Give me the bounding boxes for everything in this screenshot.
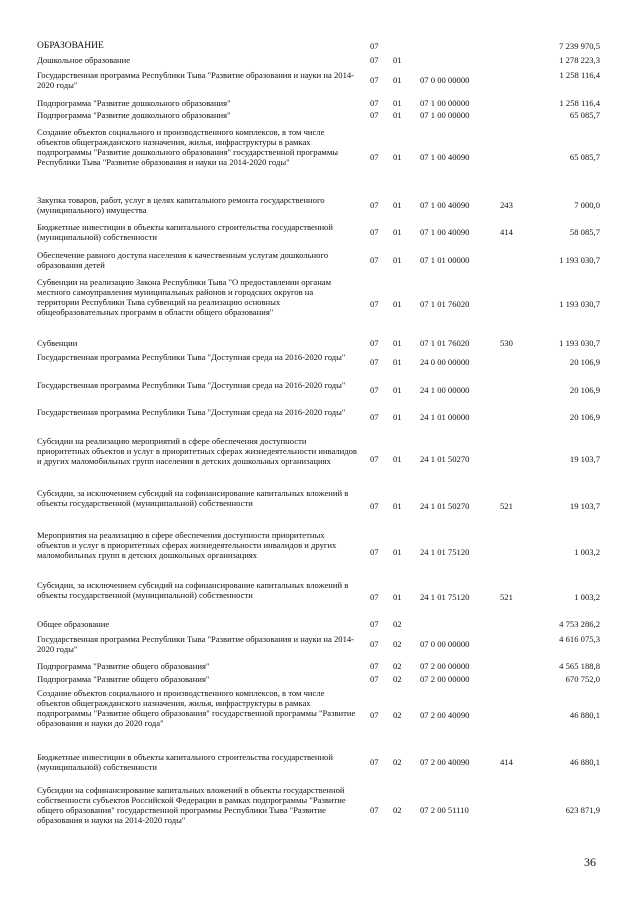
row-sum: 7 000,0 bbox=[574, 200, 600, 210]
row-rz: 07 bbox=[370, 110, 379, 120]
row-vr: 414 bbox=[500, 227, 513, 237]
row-sum: 1 258 116,4 bbox=[559, 70, 600, 80]
row-sum: 19 103,7 bbox=[569, 454, 600, 464]
row-cs: 07 2 00 00000 bbox=[420, 674, 470, 684]
row-pr: 01 bbox=[393, 299, 402, 309]
row-rz: 07 bbox=[370, 41, 379, 51]
row-name: Бюджетные инвестиции в объекты капитального строительства государственной (муниципальной) собственности bbox=[37, 222, 333, 242]
row-cs: 07 1 00 40090 bbox=[420, 227, 470, 237]
row-sum: 1 003,2 bbox=[574, 547, 600, 557]
row-cs: 07 1 00 40090 bbox=[420, 200, 470, 210]
row-name: Закупка товаров, работ, услуг в целях капитального ремонта государственного (муниципального) имущества bbox=[37, 195, 325, 215]
row-name: Общее образование bbox=[37, 619, 110, 629]
row-pr: 01 bbox=[393, 255, 402, 265]
row-vr: 243 bbox=[500, 200, 513, 210]
row-sum: 623 871,9 bbox=[565, 805, 600, 815]
row-rz: 07 bbox=[370, 299, 379, 309]
row-sum: 1 278 223,3 bbox=[559, 55, 600, 65]
row-pr: 01 bbox=[393, 547, 402, 557]
row-pr: 01 bbox=[393, 110, 402, 120]
row-name: Субсидии на софинансирование капитальных вложений в объекты государственной собственности субъектов Российской Федерации в рамках подпрограммы "Развитие общего образования" государственной программы Республики Тыва "Развитие образования и науки на 2014-2020 годы" bbox=[37, 785, 346, 825]
row-name: Бюджетные инвестиции в объекты капитального строительства государственной (муниципальной) собственности bbox=[37, 752, 333, 772]
row-cs: 07 0 00 00000 bbox=[420, 639, 470, 649]
row-sum: 65 085,7 bbox=[569, 110, 600, 120]
row-pr: 02 bbox=[393, 619, 402, 629]
row-cs: 07 1 00 00000 bbox=[420, 98, 470, 108]
row-rz: 07 bbox=[370, 619, 379, 629]
row-vr: 414 bbox=[500, 757, 513, 767]
row-pr: 01 bbox=[393, 412, 402, 422]
row-name: Государственная программа Республики Тыва "Доступная среда на 2016-2020 годы" bbox=[37, 407, 346, 417]
row-cs: 24 1 01 50270 bbox=[420, 454, 470, 464]
row-cs: 24 1 01 75120 bbox=[420, 592, 470, 602]
row-sum: 4 616 075,3 bbox=[559, 634, 600, 644]
row-name: Субсидии, за исключением субсидий на софинансирование капитальных вложений в объекты государственной (муниципальной) собственности bbox=[37, 488, 349, 508]
row-sum: 1 258 116,4 bbox=[559, 98, 600, 108]
row-sum: 20 106,9 bbox=[569, 412, 600, 422]
row-sum: 46 880,1 bbox=[569, 710, 600, 720]
row-rz: 07 bbox=[370, 55, 379, 65]
row-name: Создание объектов социального и производственного комплексов, в том числе объектов общегражданского назначения, жилья, инфраструктуры в рамках подпрограммы "Развитие общего образования" государственной программы "Развитие образования и науки до 2020 года" bbox=[37, 688, 356, 728]
row-rz: 07 bbox=[370, 674, 379, 684]
row-rz: 07 bbox=[370, 227, 379, 237]
row-sum: 46 880,1 bbox=[569, 757, 600, 767]
row-cs: 24 1 01 50270 bbox=[420, 501, 470, 511]
row-pr: 01 bbox=[393, 98, 402, 108]
row-name: Создание объектов социального и производственного комплексов, в том числе объектов общегражданского назначения, жилья, инфраструктуры в рамках подпрограммы "Развитие дошкольного образования" государственной программы Республики Тыва "Развитие образования и науки на 2014-2020 годы" bbox=[37, 127, 339, 167]
row-sum: 1 003,2 bbox=[574, 592, 600, 602]
page-number: 36 bbox=[584, 855, 596, 869]
row-sum: 20 106,9 bbox=[569, 357, 600, 367]
row-name: Мероприятия на реализацию в сфере обеспечения доступности приоритетных объектов и услуг в приоритетных сферах жизнедеятельности инвалидов и других маломобильных групп в детских дошкольных организациях bbox=[37, 530, 337, 560]
row-sum: 19 103,7 bbox=[569, 501, 600, 511]
row-cs: 07 0 00 00000 bbox=[420, 75, 470, 85]
row-name: Субсидии, за исключением субсидий на софинансирование капитальных вложений в объекты государственной (муниципальной) собственности bbox=[37, 580, 349, 600]
row-rz: 07 bbox=[370, 98, 379, 108]
row-name: Дошкольное образование bbox=[37, 55, 131, 65]
row-rz: 07 bbox=[370, 200, 379, 210]
row-pr: 02 bbox=[393, 757, 402, 767]
row-rz: 07 bbox=[370, 152, 379, 162]
row-pr: 01 bbox=[393, 385, 402, 395]
row-rz: 07 bbox=[370, 639, 379, 649]
row-cs: 24 0 00 00000 bbox=[420, 357, 470, 367]
row-sum: 1 193 030,7 bbox=[559, 255, 600, 265]
row-name: ОБРАЗОВАНИЕ bbox=[37, 41, 104, 51]
row-cs: 07 1 01 76020 bbox=[420, 299, 470, 309]
row-name: Государственная программа Республики Тыва "Доступная среда на 2016-2020 годы" bbox=[37, 380, 346, 390]
row-sum: 1 193 030,7 bbox=[559, 299, 600, 309]
row-rz: 07 bbox=[370, 454, 379, 464]
row-cs: 07 1 00 00000 bbox=[420, 110, 470, 120]
row-name: Подпрограмма "Развитие дошкольного образования" bbox=[37, 110, 231, 120]
row-name: Государственная программа Республики Тыва "Развитие образования и науки на 2014-2020 годы" bbox=[37, 70, 355, 90]
row-name: Подпрограмма "Развитие общего образования" bbox=[37, 674, 210, 684]
row-pr: 01 bbox=[393, 152, 402, 162]
row-cs: 24 1 00 00000 bbox=[420, 385, 470, 395]
row-pr: 02 bbox=[393, 674, 402, 684]
row-name: Субвенции на реализацию Закона Республики Тыва "О предоставлении органам местного самоуправления муниципальных районов и городских округов на территории Республики Тыва субвенций на реализацию основных общеобразовательных программ в области общего образования" bbox=[37, 277, 332, 317]
row-pr: 01 bbox=[393, 200, 402, 210]
row-vr: 521 bbox=[500, 501, 513, 511]
row-name: Подпрограмма "Развитие общего образования" bbox=[37, 661, 210, 671]
row-rz: 07 bbox=[370, 661, 379, 671]
row-rz: 07 bbox=[370, 357, 379, 367]
row-pr: 01 bbox=[393, 338, 402, 348]
row-pr: 01 bbox=[393, 454, 402, 464]
row-name: Государственная программа Республики Тыва "Развитие образования и науки на 2014-2020 годы" bbox=[37, 634, 355, 654]
row-pr: 01 bbox=[393, 501, 402, 511]
row-pr: 01 bbox=[393, 357, 402, 367]
row-cs: 07 1 01 76020 bbox=[420, 338, 470, 348]
row-pr: 01 bbox=[393, 227, 402, 237]
row-name: Государственная программа Республики Тыва "Доступная среда на 2016-2020 годы" bbox=[37, 352, 346, 362]
row-sum: 20 106,9 bbox=[569, 385, 600, 395]
row-sum: 4 565 188,8 bbox=[559, 661, 600, 671]
row-sum: 7 239 970,5 bbox=[559, 41, 600, 51]
row-pr: 02 bbox=[393, 639, 402, 649]
row-rz: 07 bbox=[370, 757, 379, 767]
row-rz: 07 bbox=[370, 75, 379, 85]
row-pr: 01 bbox=[393, 75, 402, 85]
row-sum: 4 753 286,2 bbox=[559, 619, 600, 629]
row-pr: 01 bbox=[393, 55, 402, 65]
row-sum: 58 085,7 bbox=[569, 227, 600, 237]
row-cs: 07 2 00 51110 bbox=[420, 805, 469, 815]
row-vr: 521 bbox=[500, 592, 513, 602]
row-rz: 07 bbox=[370, 255, 379, 265]
row-rz: 07 bbox=[370, 412, 379, 422]
row-cs: 07 1 01 00000 bbox=[420, 255, 470, 265]
row-pr: 02 bbox=[393, 805, 402, 815]
row-cs: 24 1 01 75120 bbox=[420, 547, 470, 557]
row-rz: 07 bbox=[370, 547, 379, 557]
row-cs: 07 2 00 40090 bbox=[420, 757, 470, 767]
row-cs: 24 1 01 00000 bbox=[420, 412, 470, 422]
row-pr: 02 bbox=[393, 661, 402, 671]
row-cs: 07 1 00 40090 bbox=[420, 152, 470, 162]
row-cs: 07 2 00 40090 bbox=[420, 710, 470, 720]
row-rz: 07 bbox=[370, 385, 379, 395]
row-rz: 07 bbox=[370, 805, 379, 815]
row-name: Обеспечение равного доступа населения к качественным услугам дошкольного образования детей bbox=[37, 250, 329, 270]
row-rz: 07 bbox=[370, 710, 379, 720]
row-rz: 07 bbox=[370, 338, 379, 348]
row-pr: 02 bbox=[393, 710, 402, 720]
row-name: Подпрограмма "Развитие дошкольного образования" bbox=[37, 98, 231, 108]
row-name: Субвенции bbox=[37, 338, 78, 348]
row-sum: 65 085,7 bbox=[569, 152, 600, 162]
row-sum: 1 193 030,7 bbox=[559, 338, 600, 348]
row-rz: 07 bbox=[370, 501, 379, 511]
row-sum: 670 752,0 bbox=[565, 674, 600, 684]
row-name: Субсидии на реализацию мероприятий в сфере обеспечения доступности приоритетных объектов и услуг в приоритетных сферах жизнедеятельности инвалидов и других маломобильных групп населения в детских дошкольных организациях bbox=[37, 436, 357, 466]
row-rz: 07 bbox=[370, 592, 379, 602]
row-pr: 01 bbox=[393, 592, 402, 602]
row-cs: 07 2 00 00000 bbox=[420, 661, 470, 671]
row-vr: 530 bbox=[500, 338, 513, 348]
